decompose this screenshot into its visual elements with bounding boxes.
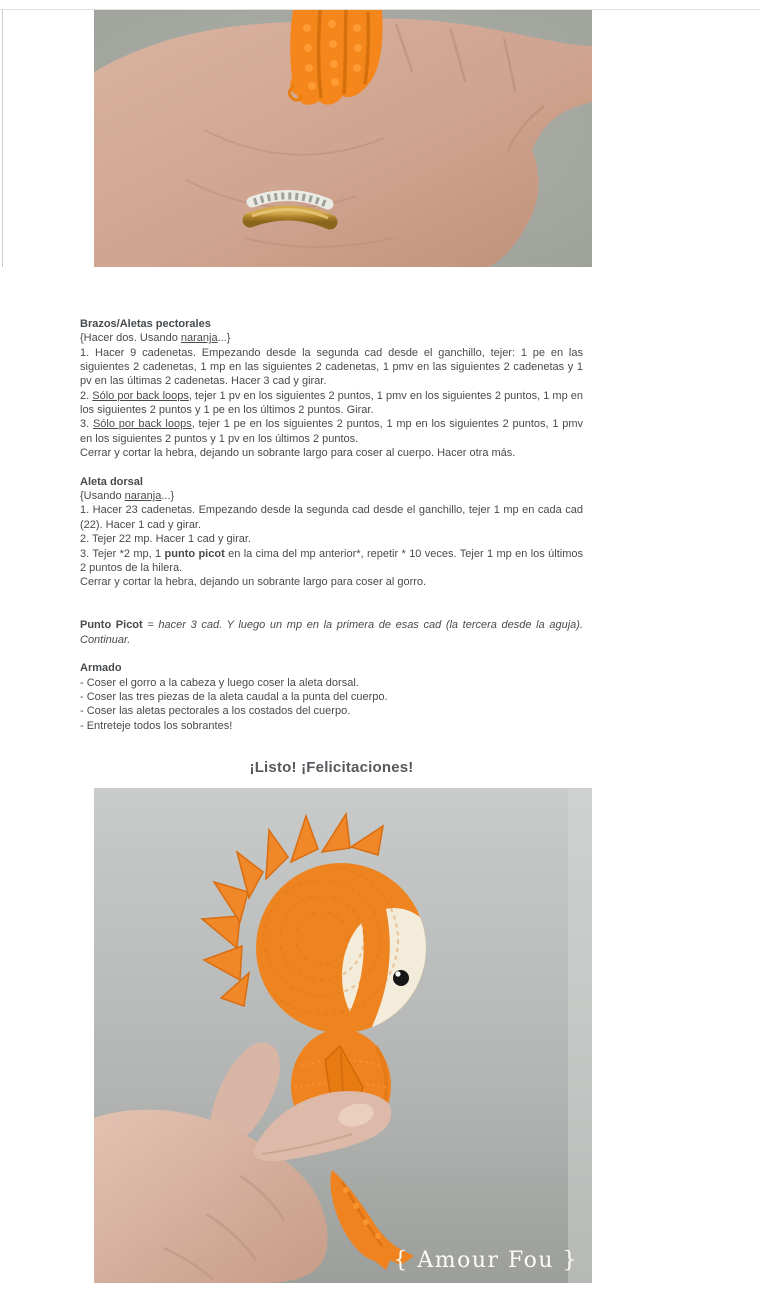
pattern-line: Cerrar y cortar la hebra, dejando un sobrante largo para coser al gorro. [80,576,427,589]
finale-heading: ¡Listo! ¡Felicitaciones! [249,758,414,776]
pattern-line: Cerrar y cortar la hebra, dejando un sobrante largo para coser al cuerpo. Hacer otra más. [80,447,516,460]
pattern-line: - Coser las tres piezas de la aleta caudal a la punta del cuerpo. [80,690,388,703]
section-heading: Aleta dorsal [80,475,143,488]
pattern-section [80,317,583,460]
section-heading: Armado [80,662,122,675]
pattern-section [80,661,583,733]
pattern-line: 3. Tejer *2 mp, 1 punto picot en la cima del mp anterior*, repetir * 10 veces. Tejer 1 mp en los últimos 2 puntos de la hilera. [80,547,584,574]
page-left-divider [2,10,3,267]
section-heading: Brazos/Aletas pectorales [80,318,211,330]
pattern-line: {Usando naranja...} [80,490,175,503]
pattern-line: 1. Hacer 23 cadenetas. Empezando desde la segunda cad desde el ganchillo, tejer 1 mp en cada cad (22). Hacer 1 cad y girar. [80,504,583,531]
pattern-line: 2. Tejer 22 mp. Hacer 1 cad y girar. [80,533,251,546]
doll-eye [393,970,409,986]
pattern-text-column [80,317,583,775]
pattern-line: {Hacer dos. Usando naranja...} [80,332,231,345]
hand-holding-orange-crochet-tail-piece-photo [94,10,592,267]
sections [80,317,583,733]
pattern-line: - Coser las aletas pectorales a los costados del cuerpo. [80,705,351,718]
photo-hand-with-crochet-piece [94,10,592,267]
pattern-line: - Entreteje todos los sobrantes! [80,719,233,732]
pattern-section [80,475,583,590]
pattern-line: 1. Hacer 9 cadenetas. Empezando desde la segunda cad desde el ganchillo, tejer: 1 pe en las siguientes 2 cadenetas, 1 mp en las siguientes 2 cadenetas, 1 pmv en las siguientes 2 cadenetas y 1 pv en las últimas 2 cadenetas. Hacer 3 cad y girar. [80,346,583,388]
pattern-section [80,618,583,647]
photo-finished-doll [94,788,592,1283]
pattern-line: Punto Picot = hacer 3 cad. Y luego un mp en la primera de esas cad (la tercera desde la aguja). Continuar. [80,619,584,646]
pattern-line: 2. Sólo por back loops, tejer 1 pv en los siguientes 2 puntos, 1 pmv en los siguientes 2 puntos, 1 mp en los siguientes 2 puntos y 1 pe en los últimos 2 puntos. Girar. [80,389,583,417]
pattern-line: - Coser el gorro a la cabeza y luego coser la aleta dorsal. [80,676,359,689]
hand-holding-orange-amigurumi-seahorse-doll-photo [94,788,592,1283]
pattern-line: 3. Sólo por back loops, tejer 1 pe en los siguientes 2 puntos, 1 mp en los siguientes 2 puntos, 1 pmv en los siguientes 2 puntos y 1 pv en los últimos 2 puntos. [80,418,583,445]
watermark-text: { Amour Fou } [393,1248,578,1273]
